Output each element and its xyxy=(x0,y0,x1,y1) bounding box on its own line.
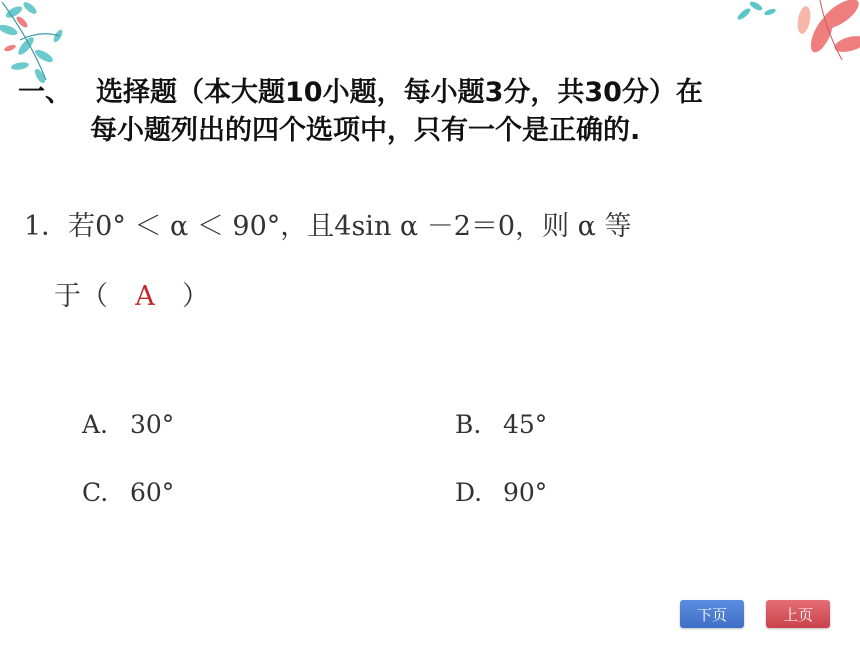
section-number: 一、 xyxy=(18,77,72,108)
option-b-label: B. xyxy=(455,410,482,439)
heading-line-1 xyxy=(18,74,838,112)
blank-open: 于（ xyxy=(54,281,108,312)
question-text: 1．若0° ＜ α ＜ 90°，且4sin α －2＝0，则 α 等 xyxy=(24,211,632,242)
section-heading xyxy=(18,74,838,150)
option-d-value: 90° xyxy=(503,478,548,507)
option-d-label: D. xyxy=(455,478,483,507)
option-a xyxy=(82,410,174,439)
previous-page-button[interactable]: 上页 xyxy=(766,600,830,628)
option-d xyxy=(455,478,547,507)
answer-text: A xyxy=(135,281,155,312)
heading-line-2: 每小题列出的四个选项中，只有一个是正确的. xyxy=(90,115,641,146)
blank-close: ） xyxy=(182,281,209,312)
option-a-label: A. xyxy=(82,410,109,439)
question-1 xyxy=(24,204,844,312)
heading-text-1: 选择题（本大题10小题，每小题3分，共30分）在 xyxy=(96,77,703,108)
leaf-decoration-right xyxy=(730,0,860,70)
option-b xyxy=(455,410,547,439)
option-b-value: 45° xyxy=(503,410,548,439)
question-blank-line xyxy=(54,274,209,313)
option-c xyxy=(82,478,174,507)
option-c-label: C. xyxy=(82,478,109,507)
next-page-button[interactable]: 下页 xyxy=(680,600,744,628)
option-a-value: 30° xyxy=(130,410,175,439)
option-c-value: 60° xyxy=(130,478,175,507)
